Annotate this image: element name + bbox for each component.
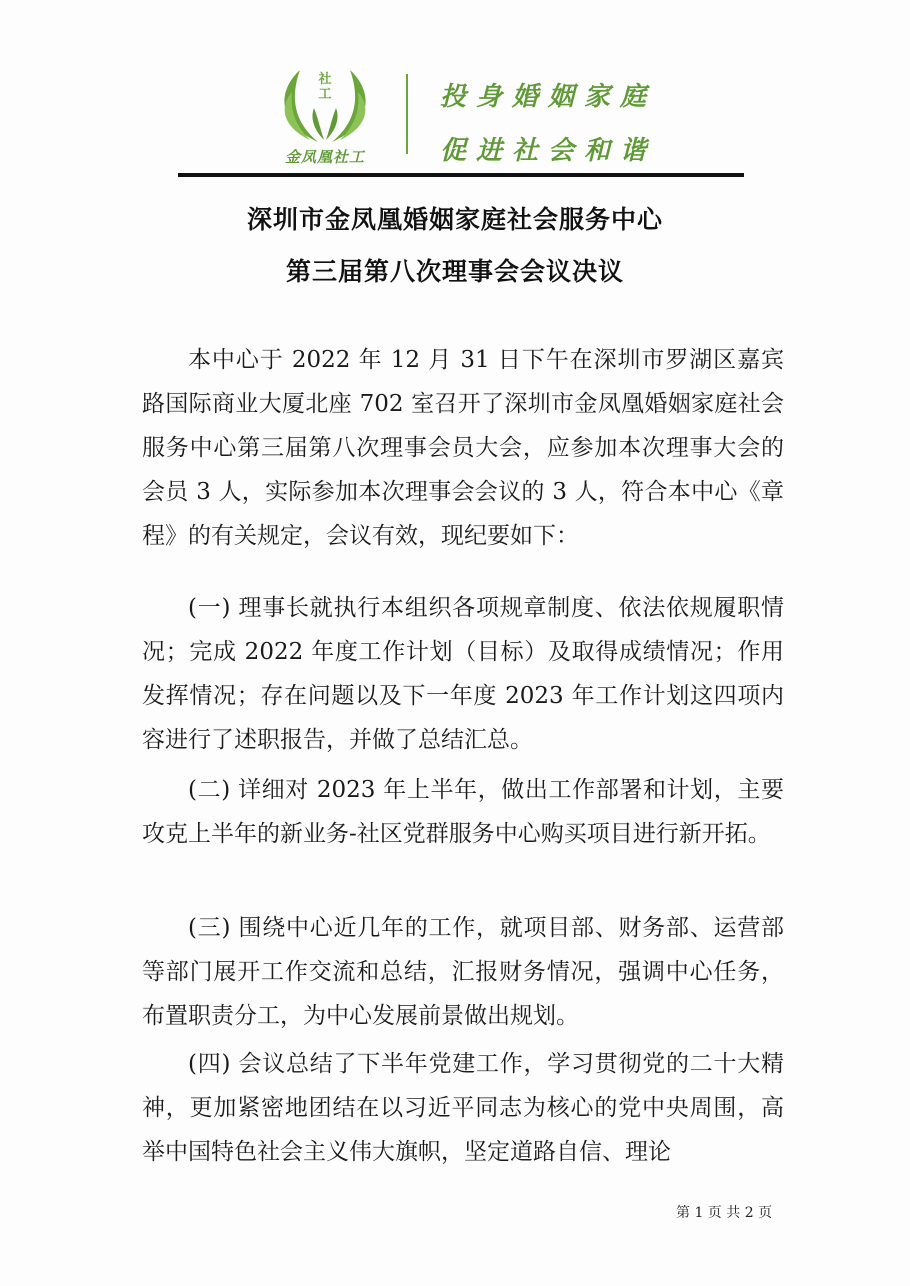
item-4-paragraph <box>142 1042 784 1174</box>
document-title-line2: 第三届第八次理事会会议决议 <box>285 257 624 286</box>
logo-badge-line2: 工 <box>318 87 332 102</box>
item-1-paragraph <box>142 586 784 762</box>
logo-badge <box>310 72 340 102</box>
logo-badge-line1: 社 <box>318 72 332 87</box>
page-number: 第 1 页 共 2 页 <box>676 1205 773 1221</box>
item-1-text: (一) 理事长就执行本组织各项规章制度、依法依规履职情况；完成 2022 年度工作计划（目标）及取得成绩情况；作用发挥情况；存在问题以及下一年度 2023 年工作计划这四项内容进行了述职报告，并做了总结汇总。 <box>142 595 784 753</box>
letterhead <box>178 62 744 174</box>
slogan-line1: 投身婚姻家庭 <box>440 82 657 112</box>
organization-logo <box>270 62 380 172</box>
slogan-line2: 促进社会和谐 <box>440 136 657 166</box>
logo-name: 金凤凰社工 <box>284 148 365 166</box>
header-rule <box>178 173 744 177</box>
item-2-paragraph <box>142 768 784 856</box>
letterhead-divider <box>406 74 408 154</box>
intro-paragraph <box>142 338 784 558</box>
item-4-text: (四) 会议总结了下半年党建工作，学习贯彻党的二十大精神，更加紧密地团结在以习近平同志为核心的党中央周围，高举中国特色社会主义伟大旗帜，坚定道路自信、理论 <box>142 1051 784 1165</box>
item-3-text: (三) 围绕中心近几年的工作，就项目部、财务部、运营部等部门展开工作交流和总结，汇报财务情况，强调中心任务，布置职责分工，为中心发展前景做出规划。 <box>142 915 784 1029</box>
item-2-text: (二) 详细对 2023 年上半年，做出工作部署和计划，主要攻克上半年的新业务-社区党群服务中心购买项目进行新开拓。 <box>142 777 784 847</box>
intro-text: 本中心于 2022 年 12 月 31 日下午在深圳市罗湖区嘉宾路国际商业大厦北座 702 室召开了深圳市金凤凰婚姻家庭社会服务中心第三届第八次理事会员大会，应参加本次理事大会的会员 3 人，实际参加本次理事会会议的 3 人，符合本中心《章程》的有关规定，会议有效，现纪要如下： <box>142 347 784 549</box>
document-title-line1: 深圳市金凤凰婚姻家庭社会服务中心 <box>246 205 663 234</box>
item-3-paragraph <box>142 906 784 1038</box>
